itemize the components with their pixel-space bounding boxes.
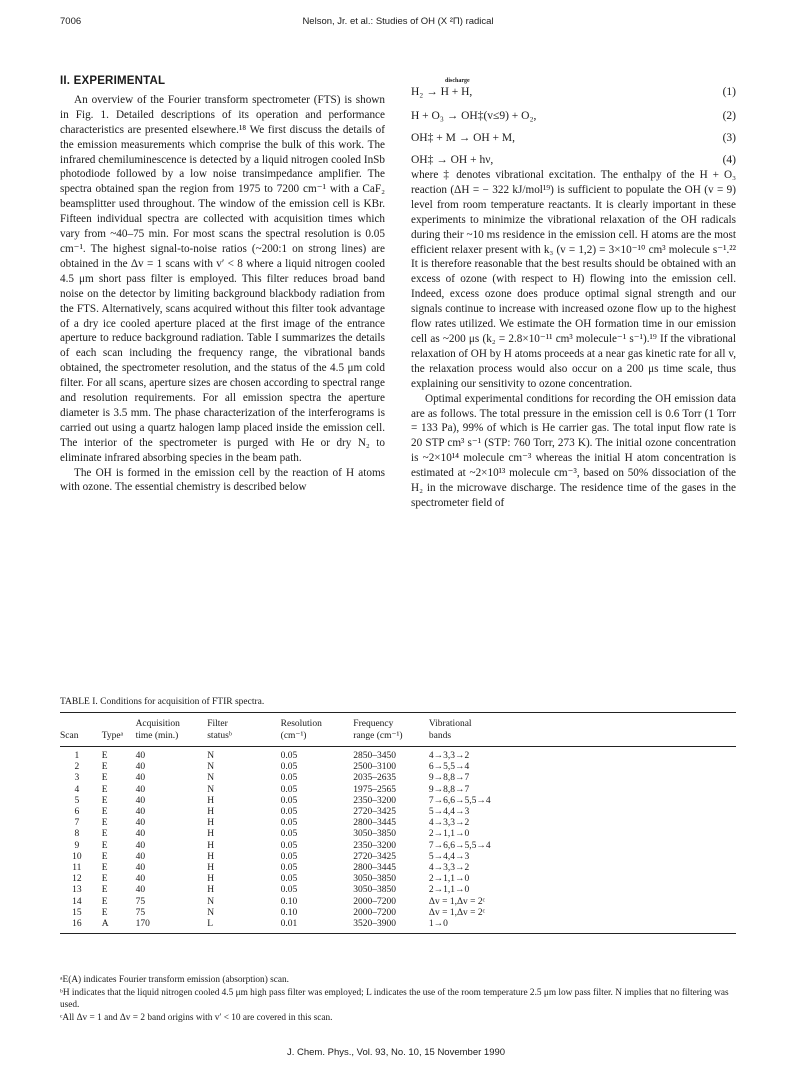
cell-resolution: 0.05 [280,863,298,874]
paragraph: The OH is formed in the emission cell by the reaction of H atoms with ozone. The essential chemistry is described below [60,466,385,494]
cell-frequency: 3050–3850 [353,829,397,840]
cell-bands: Δv = 1,Δv = 2ᶜ [428,896,486,907]
cell-bands: 6→5,5→4 [428,762,470,773]
cell-scan: 7 [74,818,80,829]
cell-scan: 5 [74,795,80,806]
header-scan: Scan [60,731,79,741]
table-row [60,773,736,784]
table-row [60,785,736,796]
table-row [60,852,736,863]
header-filter: Filter statusᵇ [207,719,232,741]
cell-type: E [101,863,108,874]
cell-filter: H [207,807,215,818]
header-frequency: Frequency range (cm⁻¹) [353,719,403,741]
page-number: 7006 [60,16,82,27]
running-title: Nelson, Jr. et al.: Studies of OH (X ²Π) radical [302,16,494,27]
cell-type: A [101,919,109,930]
cell-resolution: 0.10 [280,907,298,918]
cell-frequency: 2000–7200 [353,907,397,918]
cell-resolution: 0.05 [280,885,298,896]
cell-filter: H [207,829,215,840]
cell-filter: N [207,773,215,784]
cell-scan: 16 [72,919,82,930]
cell-frequency: 2800–3445 [353,818,397,829]
cell-filter: H [207,840,215,851]
cell-frequency: 2035–2635 [353,773,397,784]
cell-filter: N [207,751,215,761]
cell-resolution: 0.05 [280,829,298,840]
cell-bands: 7→6,6→5,5→4 [428,795,491,806]
equation-number: (3) [722,132,736,145]
cell-filter: N [207,896,215,907]
cell-time: 40 [135,818,146,829]
cell-bands: Δv = 1,Δv = 2ᶜ [428,907,486,918]
equation-4 [411,146,736,168]
table-row [60,885,736,896]
cell-filter: H [207,874,215,885]
cell-type: E [101,829,108,840]
equation-text: H₂ → H + H, [411,86,473,99]
conditions-table [60,712,736,934]
table-row [60,863,736,874]
cell-type: E [101,896,108,907]
table-row [60,897,736,908]
table-header-row [60,713,736,747]
cell-time: 75 [135,907,146,918]
cell-frequency: 2350–3200 [353,840,397,851]
cell-scan: 4 [74,784,80,795]
equation-1 [411,74,736,100]
cell-time: 40 [135,840,146,851]
equation-3 [411,124,736,146]
cell-frequency: 1975–2565 [353,784,397,795]
cell-time: 40 [135,795,146,806]
cell-time: 40 [135,762,146,773]
cell-scan: 14 [72,896,82,907]
cell-time: 40 [135,784,146,795]
cell-time: 40 [135,773,146,784]
cell-bands: 5→4,4→3 [428,851,470,862]
page-header [60,16,736,32]
cell-frequency: 2500–3100 [353,762,397,773]
cell-resolution: 0.05 [280,784,298,795]
cell-bands: 4→3,3→2 [428,863,470,874]
footnote: ᶜAll Δv = 1 and Δv = 2 band origins with v′ < 10 are covered in this scan. [60,1012,333,1023]
cell-resolution: 0.05 [280,773,298,784]
cell-resolution: 0.05 [280,751,298,761]
cell-type: E [101,762,108,773]
cell-bands: 9→8,8→7 [428,784,470,795]
cell-bands: 4→3,3→2 [428,751,470,761]
cell-filter: H [207,885,215,896]
cell-scan: 9 [74,840,80,851]
cell-resolution: 0.05 [280,874,298,885]
cell-type: E [101,840,108,851]
table-row [60,818,736,829]
cell-time: 75 [135,896,146,907]
cell-type: E [101,784,108,795]
cell-scan: 12 [72,874,82,885]
footnote: ᵇH indicates that the liquid nitrogen cooled 4.5 μm high pass filter was employed; L indicates the use of the room temperature 2.5 μm low pass filter. N implies that no filtering was used. [60,987,729,1010]
cell-resolution: 0.10 [280,896,298,907]
table-row [60,908,736,919]
cell-filter: H [207,795,215,806]
cell-frequency: 2850–3450 [353,751,397,761]
right-column [411,74,736,511]
cell-scan: 10 [72,851,82,862]
cell-resolution: 0.05 [280,795,298,806]
equation-number: (2) [722,110,736,123]
cell-frequency: 3050–3850 [353,874,397,885]
cell-time: 40 [135,851,146,862]
equation-text: OH‡ + M → OH + M, [411,132,516,145]
cell-frequency: 3520–3900 [353,919,397,930]
cell-bands: 2→1,1→0 [428,885,470,896]
cell-filter: N [207,784,215,795]
cell-resolution: 0.05 [280,807,298,818]
cell-scan: 3 [74,773,80,784]
cell-type: E [101,795,108,806]
cell-time: 170 [135,919,150,930]
cell-type: E [101,885,108,896]
table-row [60,796,736,807]
cell-scan: 2 [74,762,80,773]
cell-scan: 6 [74,807,80,818]
header-resolution: Resolution (cm⁻¹) [280,719,322,741]
paragraph: where ‡ denotes vibrational excitation. The enthalpy of the H + O₃ reaction (ΔH = − 322 kJ/mol¹⁹) is sufficient to populate the OH (v = 9) level from room temperature reactants. It is clearly important in these experiments to minimize the vibrational relaxation of the OH radicals during their ~10 ms residence in the emission cell. H atoms are the most efficient relaxer present with k₃ (v = 1,2) = 3×10⁻¹⁰ cm³ molecule s⁻¹.²² It is therefore reasonable that the best results should be obtained with an excess of ozone (with respect to H) flowing into the emission cell. Indeed, excess ozone does produce optimal signal strength and our signals continue to increase with increased ozone flow up to the highest flow rates utilized. We estimate the OH formation time in our emission cell as ~200 μs (k₂ = 2.8×10⁻¹¹ cm³ molecule⁻¹ s⁻¹).¹⁹ If the vibrational relaxation of OH by H atoms proceeds at a near gas kinetic rate for all v, the relaxation process would also occur on a 200 μs time scale, thus explaining our sensitivity to ozone concentration. [411,169,736,390]
paragraph: Optimal experimental conditions for recording the OH emission data are as follows. The total pressure in the emission cell is 0.6 Torr (1 Torr = 133 Pa), 99% of which is He carrier gas. The total input flow rate is 20 STP cm³ s⁻¹ (STP: 760 Torr, 273 K). The initial ozone concentration is ~2×10¹⁴ molecule cm⁻³ whereas the initial H atom concentration is estimated at ~2×10¹³ molecule cm⁻³, based on 50% dissociation of the H₂ in the microwave discharge. The residence time of the gases in the spectrometer field of [411,392,736,509]
cell-filter: L [207,919,214,930]
cell-type: E [101,751,108,761]
cell-type: E [101,907,108,918]
cell-filter: H [207,818,215,829]
equation-number: (4) [722,154,736,167]
footnote: ᵃE(A) indicates Fourier transform emission (absorption) scan. [60,975,289,985]
cell-time: 40 [135,751,146,761]
paragraph: An overview of the Fourier transform spectrometer (FTS) is shown in Fig. 1. Detailed descriptions of its operation and performance characteristics are presented elsewhere.¹⁸ We first discuss the details of the emission measurements which comprise the bulk of this work. The infrared chemiluminescence is detected by a liquid nitrogen cooled InSb photodiode followed by a low noise transimpedance amplifier. The spectra obtained span the region from 1975 to 7200 cm⁻¹ with a CaF₂ beamsplitter used throughout. The window of the emission cell is KBr. Fifteen individual spectra are collected with acquisition times which vary from ~40–75 min. For most scans the spectral resolution is 0.05 cm⁻¹. The highest signal-to-noise ratios (~200:1 on strong lines) are obtained in the Δv = 1 scans with v′ < 8 where a liquid nitrogen cooled 4.5 μm short pass filter is employed. This filter reduces broad band noise on the detector by limiting background blackbody radiation from the FTS. Alternatively, scans acquired without this filter took advantage of a dry ice cooled aperture placed at the first image of the entrance aperture to reduce background radiation. Table I summarizes the details of each scan including the frequency range, the vibrational bands obtained, the spectrometer resolution, and the status of the 4.5 μm cold filter. For all scans, aperture sizes are chosen according to spectral range and resolution requirements. For all emission spectra the aperture diameter is 3.5 mm. The phase characterization of the interferograms is carried out using a quartz halogen lamp placed inside the emission cell. The interior of the spectrometer is purged with He or dry N₂ to eliminate infrared absorbing species in the beam path. [60,93,385,464]
section-title: II. EXPERIMENTAL [60,75,166,87]
cell-frequency: 2350–3200 [353,795,397,806]
table-row [60,807,736,818]
cell-resolution: 0.05 [280,851,298,862]
header-bands: Vibrational bands [428,719,472,741]
cell-type: E [101,807,108,818]
cell-bands: 4→3,3→2 [428,818,470,829]
cell-bands: 9→8,8→7 [428,773,470,784]
equation-text: OH‡ → OH + hν, [411,154,494,167]
equation-2 [411,100,736,124]
cell-frequency: 2000–7200 [353,896,397,907]
cell-time: 40 [135,874,146,885]
cell-bands: 2→1,1→0 [428,874,470,885]
table-row [60,841,736,852]
cell-filter: H [207,863,215,874]
cell-scan: 15 [72,907,82,918]
cell-resolution: 0.01 [280,919,298,930]
cell-type: E [101,851,108,862]
cell-bands: 1→0 [428,919,448,930]
cell-resolution: 0.05 [280,818,298,829]
equation-number: (1) [722,86,736,99]
table-row [60,874,736,885]
cell-frequency: 3050–3850 [353,885,397,896]
table-footnotes [60,974,736,1024]
cell-filter: N [207,762,215,773]
cell-type: E [101,818,108,829]
cell-resolution: 0.05 [280,762,298,773]
cell-resolution: 0.05 [280,840,298,851]
cell-bands: 7→6,6→5,5→4 [428,840,491,851]
table-caption: TABLE I. Conditions for acquisition of FTIR spectra. [60,697,265,707]
cell-type: E [101,874,108,885]
header-time: Acquisition time (min.) [135,719,180,741]
cell-time: 40 [135,863,146,874]
cell-scan: 11 [72,863,82,874]
table-row [60,919,736,934]
journal-footer: J. Chem. Phys., Vol. 93, No. 10, 15 November 1990 [286,1047,506,1058]
table-row [60,747,736,763]
cell-time: 40 [135,829,146,840]
equation-annotation: discharge [445,78,470,84]
cell-scan: 13 [72,885,82,896]
cell-frequency: 2800–3445 [353,863,397,874]
cell-bands: 5→4,4→3 [428,807,470,818]
equation-text: H + O₃ → OH‡(v≤9) + O₂, [411,110,537,123]
cell-scan: 1 [74,751,80,761]
cell-time: 40 [135,885,146,896]
table-row [60,829,736,840]
table-row [60,762,736,773]
cell-scan: 8 [74,829,80,840]
cell-time: 40 [135,807,146,818]
cell-frequency: 2720–3425 [353,807,397,818]
cell-filter: H [207,851,215,862]
cell-type: E [101,773,108,784]
table-body [60,747,736,934]
cell-frequency: 2720–3425 [353,851,397,862]
header-type: Typeᵃ [101,731,124,741]
left-column [60,74,385,495]
cell-filter: N [207,907,215,918]
cell-bands: 2→1,1→0 [428,829,470,840]
